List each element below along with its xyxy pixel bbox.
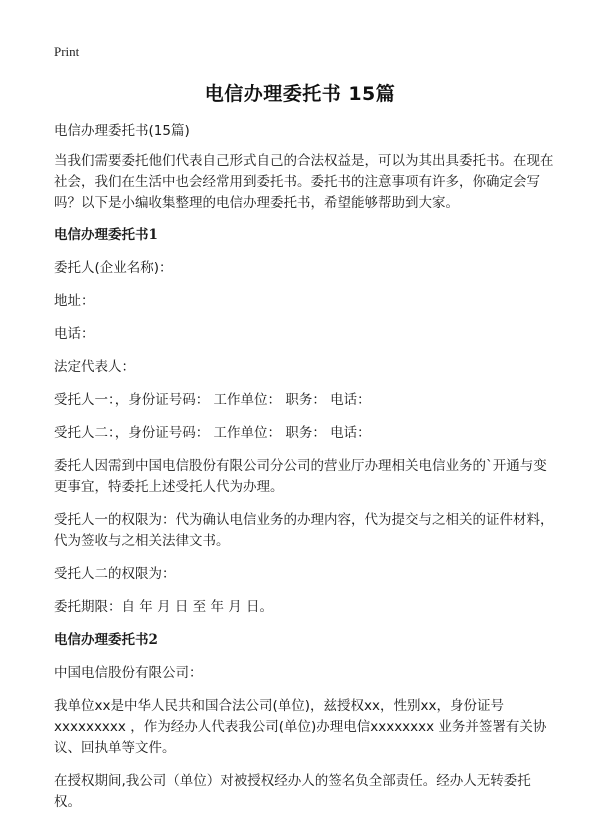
section-heading: 电信办理委托书1 (54, 227, 158, 243)
field-phone: 电话： (54, 326, 95, 342)
field-recipient: 中国电信股份有限公司： (54, 665, 203, 681)
paragraph-purpose: 委托人因需到中国电信股份有限公司分公司的营业厅办理相关电信业务的`开通与变更事宜，特委托上述受托人代为办理。 (54, 458, 547, 495)
field-client: 委托人(企业名称)： (54, 260, 173, 276)
section-heading: 电信办理委托书2 (54, 632, 158, 648)
paragraph-authorization: 我单位xx是中华人民共和国合法公司(单位)，兹授权xx，性别xx，身份证号xxxxxxxxx ，作为经办人代表我公司(单位)办理电信xxxxxxxx 业务并签署有关协议、回执单等文件。 (54, 698, 547, 756)
paragraph-responsibility: 在授权期间,我公司（单位）对被授权经办人的签名负全部责任。经办人无转委托权。 (54, 773, 531, 810)
field-agent-two-authority: 受托人二的权限为： (54, 566, 176, 582)
document-title: 电信办理委托书 15篇 (204, 83, 396, 105)
document-body (54, 121, 554, 825)
document-subtitle: 电信办理委托书(15篇) (54, 123, 190, 139)
field-agent-one: 受托人一：，身份证号码： 工作单位： 职务： 电话： (54, 392, 371, 408)
field-term: 委托期限：自 年 月 日 至 年 月 日。 (54, 599, 274, 615)
print-link[interactable]: Print (54, 44, 80, 59)
paragraph-agent-one-authority: 受托人一的权限为：代为确认电信业务的办理内容，代为提交与之相关的证件材料，代为签收与之相关法律文书。 (54, 512, 554, 549)
field-legal-rep: 法定代表人： (54, 359, 135, 375)
field-address: 地址： (54, 293, 95, 309)
intro-paragraph: 当我们需要委托他们代表自己形式自己的合法权益是，可以为其出具委托书。在现在社会，我们在生活中也会经常用到委托书。委托书的注意事项有许多，你确定会写吗？以下是小编收集整理的电信办理委托书，希望能够帮助到大家。 (54, 153, 554, 211)
field-agent-two: 受托人二：，身份证号码： 工作单位： 职务： 电话： (54, 425, 371, 441)
